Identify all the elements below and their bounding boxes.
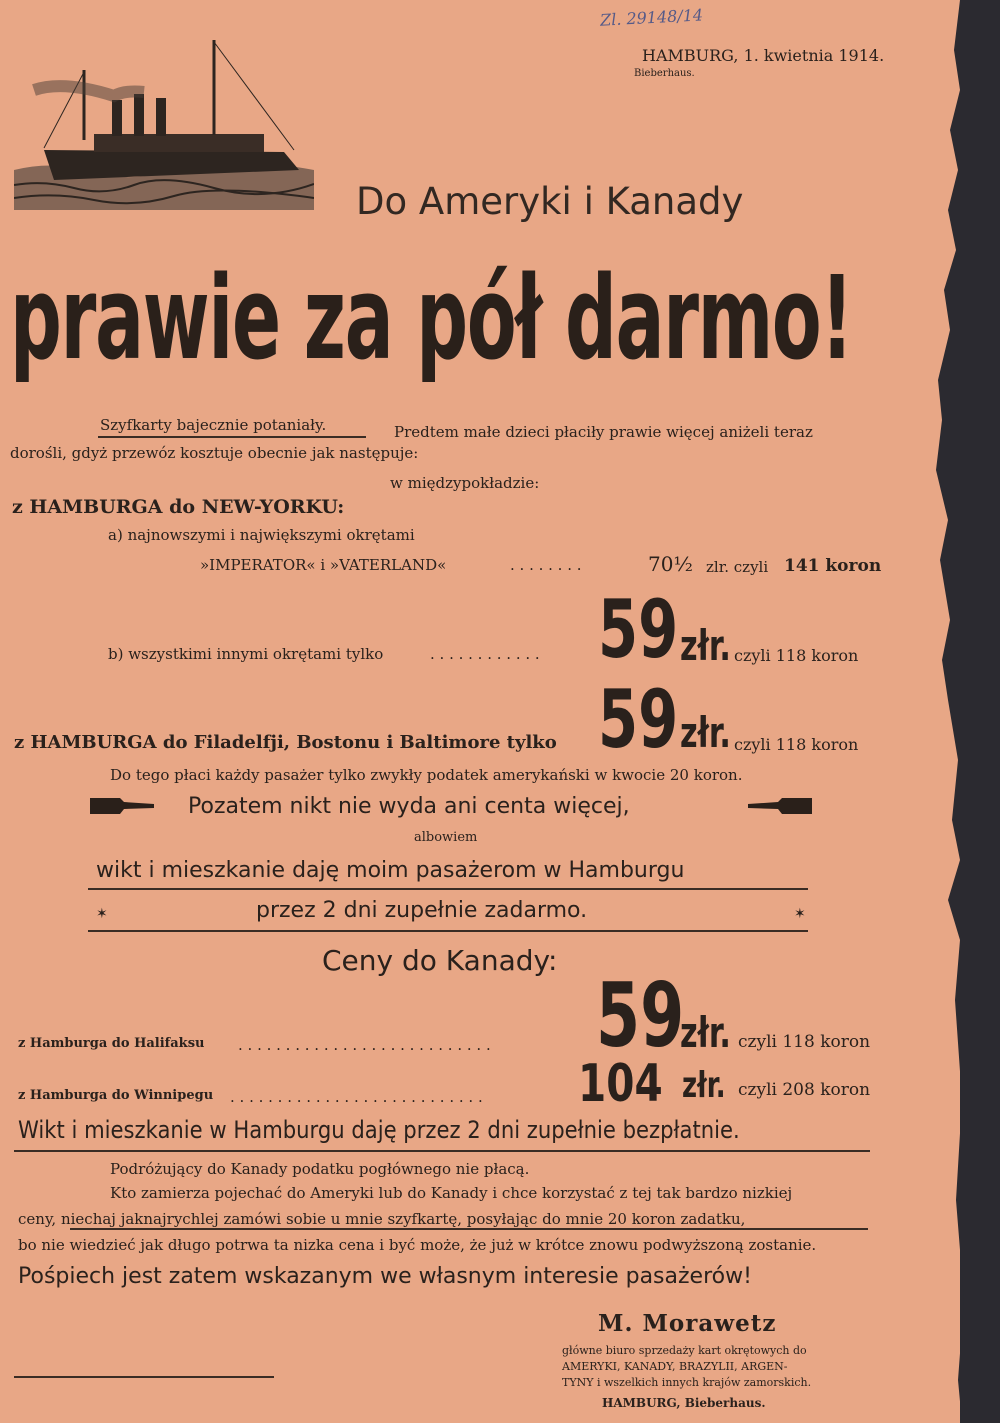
- newyork-a-line1: a) najnowszymi i największymi okrętami: [108, 526, 415, 544]
- newyork-b-label: b) wszystkimi innymi okrętami tylko: [108, 645, 384, 663]
- promise-rule-1: [88, 888, 808, 890]
- promise-line1: Pozatem nikt nie wyda ani centa więcej,: [188, 794, 630, 819]
- closing-line2: Kto zamierza pojechać do Ameryki lub do Kanady i chce korzystać z tej tak bardzo nizkiej: [110, 1184, 793, 1202]
- halifax-unit: złr.: [680, 1008, 731, 1057]
- signature-address: HAMBURG, Bieberhaus.: [602, 1396, 766, 1410]
- pointing-hand-right-icon: [90, 794, 156, 816]
- newyork-b-unit: złr.: [680, 621, 731, 670]
- signature-desc3: TYNY i wszelkich innych krajów zamorskich.: [562, 1376, 812, 1389]
- intro-highlight: Szyfkarty bajecznie potaniały.: [100, 416, 327, 434]
- newyork-b-price: 59: [598, 583, 679, 676]
- signature-desc1: główne biuro sprzedaży kart okrętowych do: [562, 1344, 807, 1357]
- newyork-a-unit: zlr. czyli: [706, 558, 769, 576]
- filadelfia-unit: złr.: [680, 708, 731, 757]
- closing-line3-underline: [70, 1228, 868, 1230]
- steamship-illustration: [14, 30, 314, 210]
- headline-title: prawie za pół darmo!: [10, 252, 853, 386]
- newyork-a-price: 70½: [648, 552, 693, 576]
- free-stay: Wikt i mieszkanie w Hamburgu daję przez 2 dni zupełnie bezpłatnie.: [18, 1116, 740, 1144]
- torn-edge: [900, 0, 1000, 1423]
- dateline-address: Bieberhaus.: [634, 68, 695, 79]
- intro-line2: dorośli, gdyż przewóz kosztuje obecnie jak następuje:: [10, 444, 419, 462]
- promise-line4: przez 2 dni zupełnie zadarmo.: [256, 898, 588, 923]
- newyork-b-dots: . . . . . . . . . . . .: [430, 645, 540, 663]
- filadelfia-tax-note: Do tego płaci każdy pasażer tylko zwykły podatek amerykański w kwocie 20 koron.: [110, 766, 743, 784]
- dateline: HAMBURG, 1. kwietnia 1914.: [642, 46, 885, 65]
- newyork-b-koron: czyli 118 koron: [734, 646, 859, 665]
- pointing-hand-left-icon: [746, 794, 812, 816]
- winnipeg-dots: . . . . . . . . . . . . . . . . . . . . . . . . . . .: [230, 1088, 483, 1106]
- halifax-koron: czyli 118 koron: [738, 1032, 871, 1052]
- halifax-price: 59: [596, 964, 685, 1067]
- star-icon: ✶: [794, 906, 806, 922]
- promise-line2: albowiem: [414, 830, 478, 845]
- filadelfia-label: z HAMBURGA do Filadelfji, Bostonu i Baltimore tylko: [14, 732, 557, 753]
- filadelfia-koron: czyli 118 koron: [734, 735, 859, 754]
- winnipeg-price: 104: [578, 1054, 663, 1114]
- intro-line1: Predtem małe dzieci płaciły prawie więcej aniżeli teraz: [394, 423, 813, 441]
- closing-line4: bo nie wiedzieć jak długo potrwa ta nizka cena i być może, że już w krótce znowu podwyższoną zostanie.: [18, 1236, 817, 1254]
- halifax-label: z Hamburga do Halifaksu: [18, 1036, 205, 1051]
- closing-line1: Podróżujący do Kanady podatku pogłównego nie płacą.: [110, 1160, 530, 1178]
- promise-line3: wikt i mieszkanie daję moim pasażerom w Hamburgu: [96, 858, 685, 883]
- star-icon: ✶: [96, 906, 108, 922]
- intro-line3: w międzypokładzie:: [390, 474, 540, 492]
- promise-rule-2: [88, 930, 808, 932]
- closing-line5: Pośpiech jest zatem wskazanym we własnym interesie pasażerów!: [18, 1264, 752, 1289]
- signature-line: [14, 1376, 274, 1378]
- intro-highlight-underline: [98, 436, 366, 438]
- winnipeg-unit: złr.: [682, 1065, 726, 1106]
- winnipeg-koron: czyli 208 koron: [738, 1080, 871, 1100]
- headline-subtitle: Do Ameryki i Kanady: [356, 180, 744, 223]
- signature-name: M. Morawetz: [598, 1310, 777, 1337]
- filadelfia-price: 59: [598, 673, 679, 766]
- newyork-a-dots: . . . . . . . .: [510, 556, 582, 574]
- newyork-heading: z HAMBURGA do NEW-YORKU:: [12, 496, 345, 518]
- canada-heading: Ceny do Kanady:: [322, 944, 558, 977]
- closing-line3: ceny, niechaj jaknajrychlej zamówi sobie u mnie szyfkartę, posyłając do mnie 20 koron zadatku,: [18, 1210, 746, 1228]
- free-stay-rule: [14, 1150, 870, 1152]
- halifax-dots: . . . . . . . . . . . . . . . . . . . . . . . . . . .: [238, 1036, 491, 1054]
- handwritten-note: Zl. 29148/14: [599, 5, 704, 30]
- signature-desc2: AMERYKI, KANADY, BRAZYLII, ARGEN-: [562, 1360, 788, 1373]
- newyork-a-ships: »IMPERATOR« i »VATERLAND«: [200, 556, 447, 574]
- newyork-a-koron: 141 koron: [784, 556, 882, 576]
- winnipeg-label: z Hamburga do Winnipegu: [18, 1088, 214, 1103]
